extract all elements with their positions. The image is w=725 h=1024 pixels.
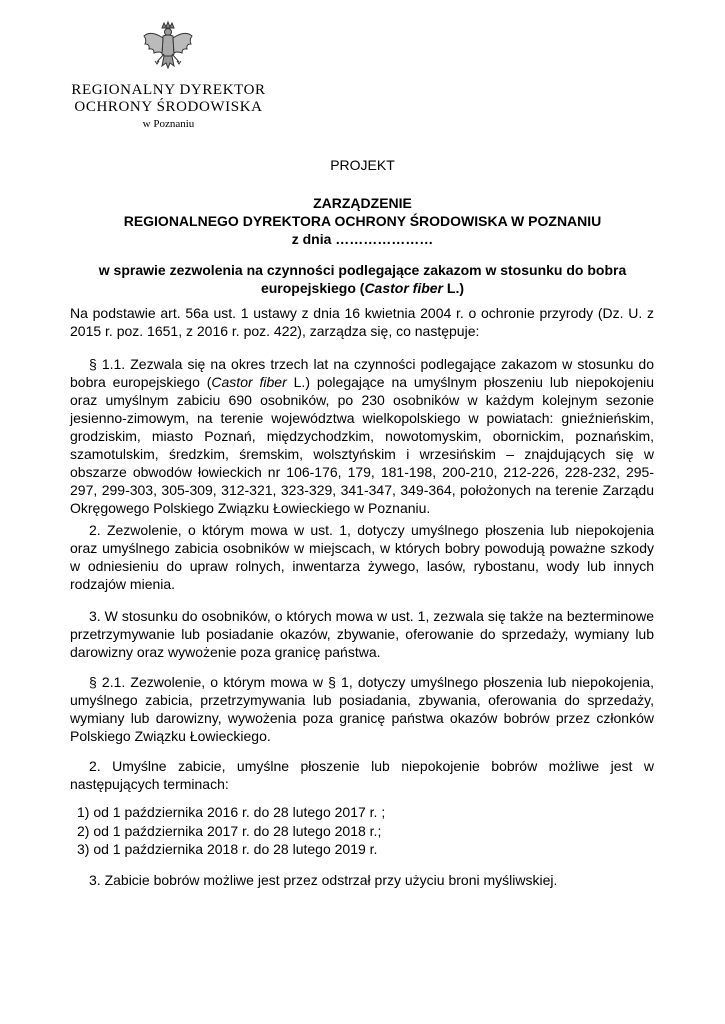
document-title: [0, 194, 725, 248]
species-name: Castor fiber: [211, 374, 287, 390]
species-name: Castor fiber: [364, 280, 444, 296]
list-item: 2) od 1 października 2017 r. do 28 lutego 2018 r.;: [77, 822, 382, 839]
terms-list: [77, 803, 657, 859]
issuer-line2: OCHRONY ŚRODOWISKA: [74, 99, 263, 115]
paragraph-2-3: 3. Zabicie bobrów możliwe jest przez odstrzał przy użyciu broni myśliwskiej.: [89, 872, 558, 888]
list-item: 3) od 1 października 2018 r. do 28 lutego 2019 r.: [77, 841, 378, 857]
eagle-emblem-icon: [141, 20, 195, 80]
paragraph-2-1: § 2.1. Zezwolenie, o którym mowa w § 1, dotyczy umyślnego płoszenia lub niepokojenia, umyślnego zabicia, przetrzymywania lub posiadania, zbywania, oferowania do sprzedaży, wymiany lub darowizny, wywożenia poza granicę państwa okazów bobrów przez członków Polskiego Związku Łowieckiego.: [70, 674, 654, 744]
preamble: Na podstawie art. 56a ust. 1 ustawy z dnia 16 kwietnia 2004 r. o ochronie przyrody (Dz. U. z 2015 r. poz. 1651, z 2016 r. poz. 422), zarządza się, co następuje:: [70, 305, 654, 339]
issuer-header: [56, 82, 281, 131]
draft-label: PROJEKT: [330, 157, 395, 173]
title-line1: ZARZĄDZENIE: [313, 195, 412, 211]
document-subject: w sprawie zezwolenia na czynności podlegające zakazom w stosunku do bobra europejskiego (Castor fiber L.): [98, 262, 627, 296]
list-item: 1) od 1 października 2016 r. do 28 lutego 2017 r. ;: [77, 804, 386, 820]
paragraph-1-1: § 1.1. Zezwala się na okres trzech lat na czynności podlegające zakazom w stosunku do bobra europejskiego (Castor fiber L.) polegające na umyślnym płoszeniu lub niepokojeniu oraz umyślnym zabiciu 690 osobników, po 230 osobników w każdym kolejnym sezonie jesienno-zimowym, na terenie województwa wielkopolskiego w powiatach: gnieźnieńskim, grodziskim, miasto Poznań, międzychodzkim, nowotomyskim, obornickim, poznańskim, szamotulskim, średzkim, śremskim, wolsztyńskim i wrzesińskim – znajdujących się w obszarze obwodów łowieckich nr 106-176, 179, 181-198, 200-210, 212-226, 228-232, 295-297, 299-303, 305-309, 312-321, 323-329, 341-347, 349-364, położonych na terenie Zarządu Okręgowego Polskiego Związku Łowieckiego w Poznaniu.: [70, 356, 655, 516]
paragraph-1-3: 3. W stosunku do osobników, o których mowa w ust. 1, zezwala się także na bezterminowe przetrzymywanie lub posiadanie okazów, zbywanie, oferowanie do sprzedaży, wymiany lub darowizny oraz wywożenie poza granicę państwa.: [70, 608, 654, 660]
issuer-line1: REGIONALNY DYREKTOR: [71, 82, 266, 98]
paragraph-2-2: 2. Umyślne zabicie, umyślne płoszenie lub niepokojenie bobrów możliwe jest w następujących terminach:: [70, 758, 654, 792]
title-line2: REGIONALNEGO DYREKTORA OCHRONY ŚRODOWISKA W POZNANIU: [123, 213, 602, 229]
paragraph-1-2: 2. Zezwolenie, o którym mowa w ust. 1, dotyczy umyślnego płoszenia lub niepokojenia oraz umyślnego zabicia osobników w miejscach, w których bobry powodują poważne szkody w odniesieniu do upraw rolnych, inwentarza żywego, lasów, rybostanu, wody lub innych rodzajów mienia.: [70, 522, 654, 592]
title-date-line: z dnia …………………: [291, 231, 434, 247]
issuer-line3: w Poznaniu: [142, 118, 195, 130]
